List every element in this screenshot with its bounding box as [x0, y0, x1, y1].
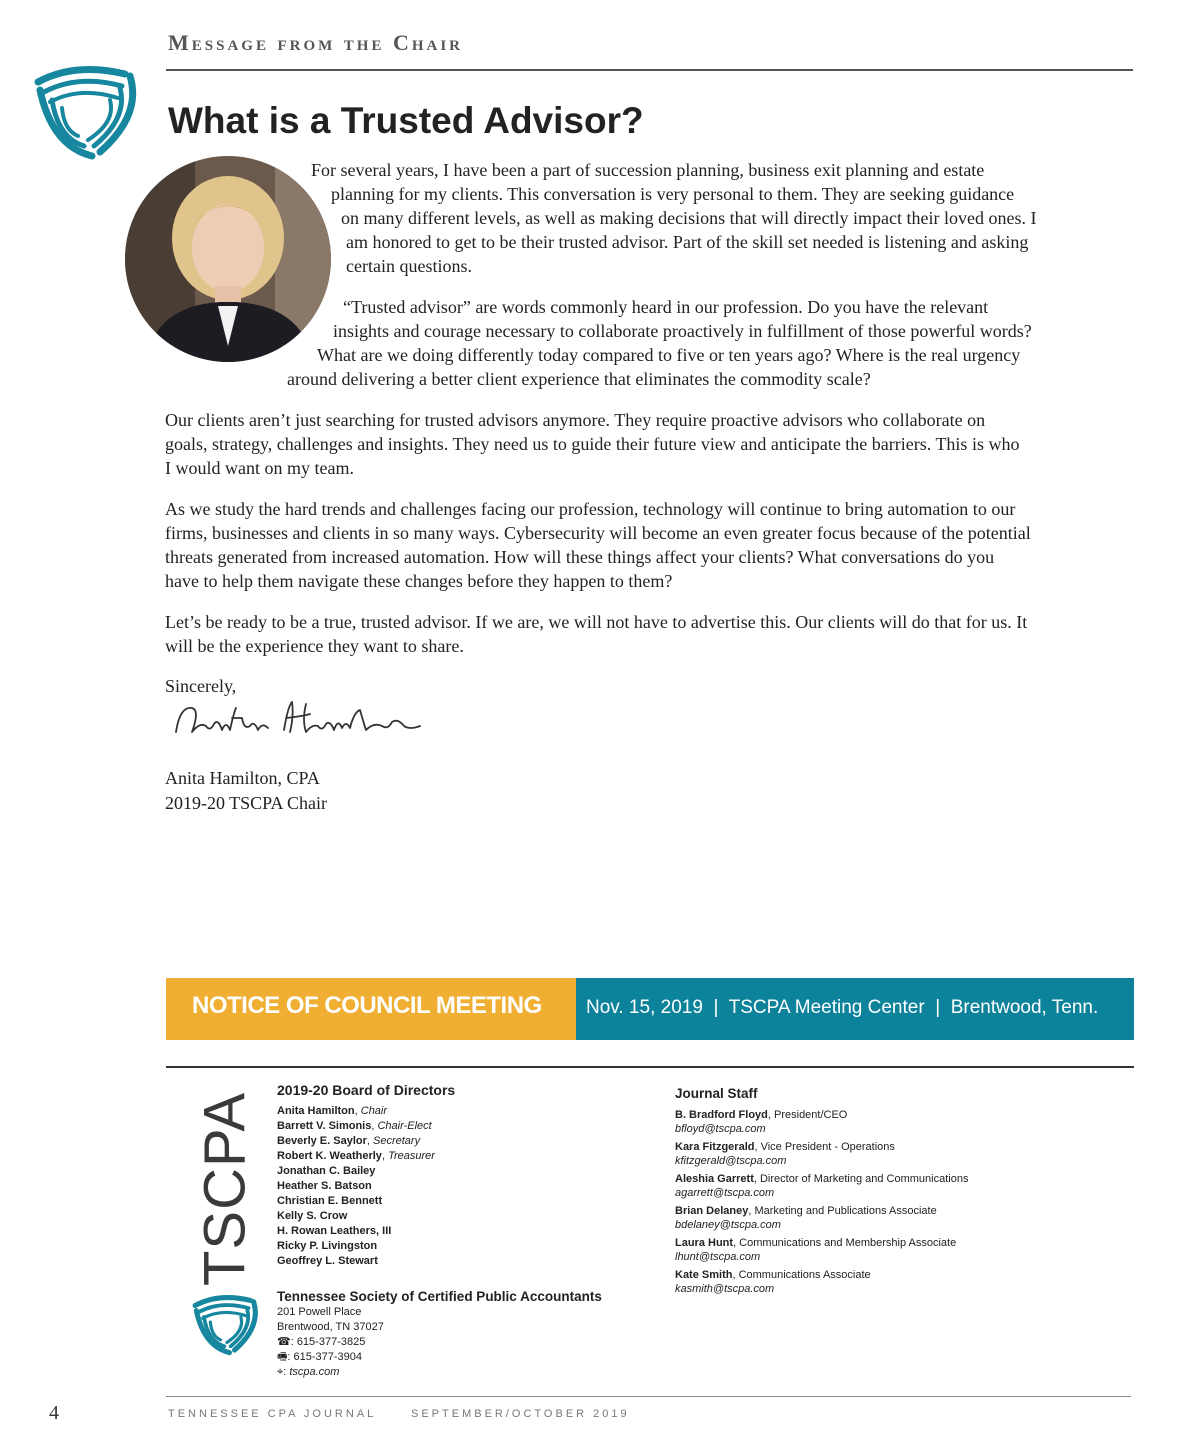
paragraph-line: have to help them navigate these changes before they happen to them?: [165, 571, 673, 591]
phone-icon: ☎: [277, 1336, 291, 1348]
page-title: What is a Trusted Advisor?: [168, 100, 644, 141]
staff-email[interactable]: bdelaney@tscpa.com: [675, 1219, 781, 1231]
handwritten-signature: [170, 696, 430, 746]
paragraph-line: firms, businesses and clients in so many ways. Cybersecurity will become an even greater focus because of the potential: [165, 523, 1031, 543]
society-name: Tennessee Society of Certified Public Accountants: [277, 1289, 602, 1304]
staff-email[interactable]: agarrett@tscpa.com: [675, 1187, 775, 1199]
paragraph-line: on many different levels, as well as making decisions that will directly impact their loved ones. I: [341, 208, 1037, 228]
board-member: Robert K. Weatherly, Treasurer: [277, 1150, 435, 1162]
mouse-icon: ⌖: [277, 1366, 284, 1378]
fax-icon: 🖷: [277, 1351, 288, 1363]
staff-email[interactable]: kfitzgerald@tscpa.com: [675, 1155, 787, 1167]
staff-email[interactable]: bfloyd@tscpa.com: [675, 1123, 766, 1135]
paragraph-line: am honored to get to be their trusted advisor. Part of the skill set needed is listening and asking: [346, 232, 1029, 252]
footer-issue: SEPTEMBER/OCTOBER 2019: [411, 1408, 630, 1420]
paragraph-line: What are we doing differently today compared to five or ten years ago? Where is the real urgency: [317, 345, 1021, 365]
article-paragraph-4: [0, 497, 1200, 593]
notice-banner-details: Nov. 15, 2019 | TSCPA Meeting Center | Brentwood, Tenn.: [586, 997, 1099, 1018]
paragraph-line: Our clients aren’t just searching for trusted advisors anymore. They require proactive advisors who collaborate on: [165, 410, 986, 430]
staff-member: Kara Fitzgerald, Vice President - Operations kfitzgerald@tscpa.com: [675, 1140, 1115, 1167]
signer-name: Anita Hamilton, CPA: [165, 768, 320, 788]
staff-member: Brian Delaney, Marketing and Publications Associate bdelaney@tscpa.com: [675, 1204, 1115, 1231]
tscpa-wordmark: TSCPA: [192, 1091, 258, 1287]
staff-list: [675, 1108, 1115, 1308]
header-divider: [166, 69, 1133, 71]
board-member: Christian E. Bennett: [277, 1195, 383, 1207]
closing: Sincerely,: [165, 676, 237, 696]
address-line: 201 Powell Place: [277, 1306, 362, 1318]
notice-banner-title: NOTICE OF COUNCIL MEETING: [192, 992, 542, 1019]
article-paragraph-2: [0, 295, 1200, 391]
tscpa-logo-bottom: [190, 1288, 260, 1360]
paragraph-line: goals, strategy, challenges and insights. They need us to guide their future view and anticipate the barriers. This is who: [165, 434, 1020, 454]
paragraph-line: planning for my clients. This conversation is very personal to them. They are seeking guidance: [331, 184, 1015, 204]
page-number: 4: [49, 1402, 59, 1424]
article-paragraph-3: [0, 408, 1200, 480]
web-line: ⌖: tscpa.com: [277, 1366, 340, 1378]
staff-email[interactable]: lhunt@tscpa.com: [675, 1251, 761, 1263]
paragraph-line: Let’s be ready to be a true, trusted advisor. If we are, we will not have to advertise this. Our clients will do that for us. It: [165, 612, 1028, 632]
paragraph-line: As we study the hard trends and challenges facing our profession, technology will continue to bring automation to our: [165, 499, 1016, 519]
paragraph-line: insights and courage necessary to collaborate proactively in fulfillment of those powerful words?: [333, 321, 1032, 341]
paragraph-line: around delivering a better client experience that eliminates the commodity scale?: [287, 369, 871, 389]
paragraph-line: For several years, I have been a part of succession planning, business exit planning and estate: [311, 160, 985, 180]
paragraph-line: I would want on my team.: [165, 458, 354, 478]
tscpa-logo-top: [30, 60, 140, 162]
board-member: Geoffrey L. Stewart: [277, 1255, 378, 1267]
article-paragraph-1: [0, 158, 1200, 278]
board-member: Beverly E. Saylor, Secretary: [277, 1135, 421, 1147]
staff-member: Kate Smith, Communications Associate kasmith@tscpa.com: [675, 1268, 1115, 1295]
board-member: Jonathan C. Bailey: [277, 1165, 376, 1177]
address-line: Brentwood, TN 37027: [277, 1321, 384, 1333]
board-member: Anita Hamilton, Chair: [277, 1105, 388, 1117]
board-member: Ricky P. Livingston: [277, 1240, 378, 1252]
staff-title: Journal Staff: [675, 1086, 758, 1101]
article-paragraph-5: [0, 610, 1200, 658]
fax-line: 🖷: 615-377-3904: [277, 1351, 363, 1363]
society-contact: [277, 1305, 637, 1380]
footer-divider: [166, 1396, 1131, 1397]
footer-journal-name: TENNESSEE CPA JOURNAL: [168, 1408, 377, 1420]
staff-email[interactable]: kasmith@tscpa.com: [675, 1283, 775, 1295]
paragraph-line: “Trusted advisor” are words commonly heard in our profession. Do you have the relevant: [343, 297, 989, 317]
staff-member: Aleshia Garrett, Director of Marketing and Communications agarrett@tscpa.com: [675, 1172, 1115, 1199]
board-title: 2019-20 Board of Directors: [277, 1082, 456, 1098]
staff-member: Laura Hunt, Communications and Membership Associate lhunt@tscpa.com: [675, 1236, 1115, 1263]
board-member: Kelly S. Crow: [277, 1210, 348, 1222]
signer-title: 2019-20 TSCPA Chair: [165, 793, 328, 813]
website-link[interactable]: tscpa.com: [289, 1366, 340, 1378]
paragraph-line: will be the experience they want to share.: [165, 636, 464, 656]
paragraph-line: threats generated from increased automation. How will these things affect your clients? What conversations do you: [165, 547, 995, 567]
board-member: Barrett V. Simonis, Chair-Elect: [277, 1120, 432, 1132]
board-member: Heather S. Batson: [277, 1180, 372, 1192]
board-list: [277, 1104, 657, 1274]
board-member: H. Rowan Leathers, III: [277, 1225, 392, 1237]
masthead-divider: [166, 1066, 1134, 1068]
section-title: Message from the Chair: [168, 30, 464, 55]
paragraph-line: certain questions.: [346, 256, 472, 276]
phone-line: ☎: 615-377-3825: [277, 1336, 366, 1348]
staff-member: B. Bradford Floyd, President/CEO bfloyd@tscpa.com: [675, 1108, 1115, 1135]
